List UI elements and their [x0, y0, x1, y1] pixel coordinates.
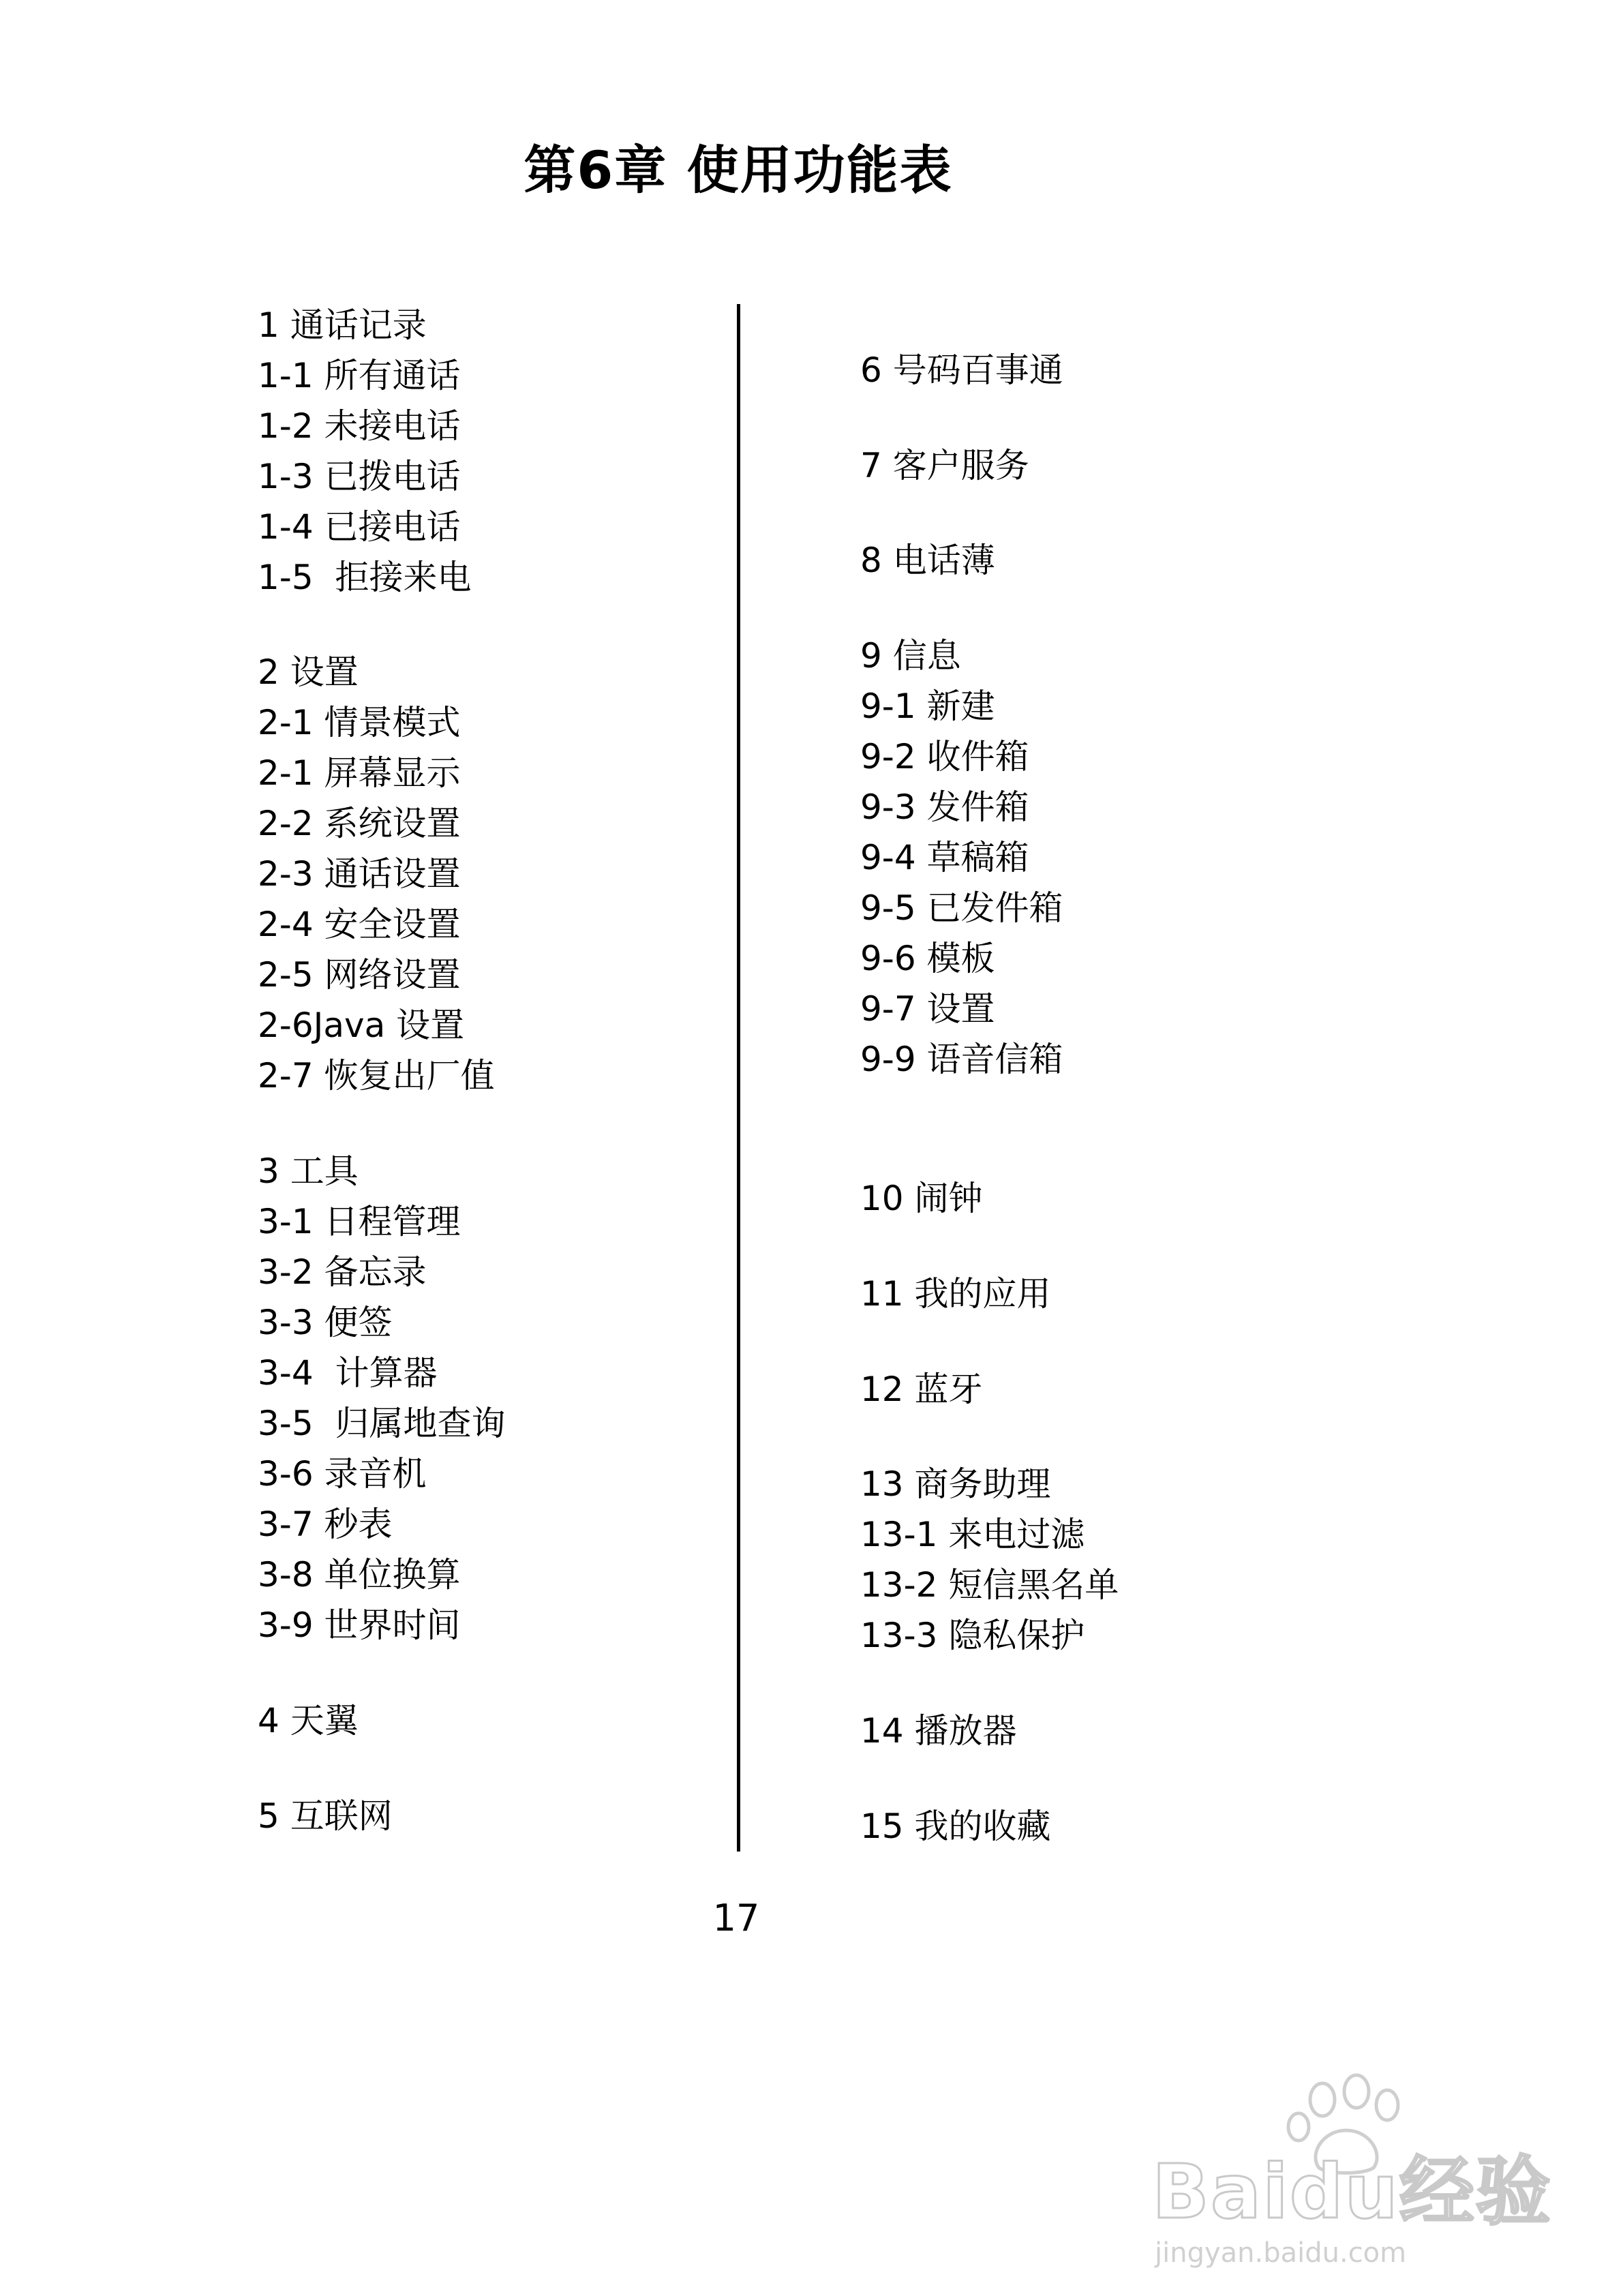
menu-item: 8 电话薄 [860, 541, 995, 580]
menu-item: 13-2 短信黑名单 [860, 1565, 1119, 1605]
menu-item: 1-2 未接电话 [258, 406, 461, 446]
menu-item: 3-7 秒表 [258, 1505, 393, 1544]
menu-item: 9-2 收件箱 [860, 737, 1029, 776]
menu-item: 3-6 录音机 [258, 1454, 427, 1494]
menu-item: 9-3 发件箱 [860, 787, 1029, 827]
menu-item: 1-4 已接电话 [258, 507, 461, 547]
menu-item: 9-5 已发件箱 [860, 888, 1063, 928]
menu-item: 13-1 来电过滤 [860, 1515, 1085, 1554]
menu-item: 2 设置 [258, 652, 359, 692]
menu-item: 3-2 备忘录 [258, 1252, 427, 1292]
menu-item: 3-3 便签 [258, 1303, 393, 1342]
menu-item: 5 互联网 [258, 1796, 393, 1836]
page-number: 17 [712, 1897, 760, 1939]
menu-item: 2-5 网络设置 [258, 955, 461, 995]
menu-item: 9-9 语音信箱 [860, 1040, 1063, 1079]
menu-item: 2-7 恢复出厂值 [258, 1056, 495, 1096]
watermark-url: jingyan.baidu.com [1155, 2237, 1407, 2269]
menu-item: 9-1 新建 [860, 686, 995, 726]
menu-item: 2-2 系统设置 [258, 804, 461, 843]
menu-item: 1-1 所有通话 [258, 356, 461, 395]
watermark-logo: Baidu经验 [1152, 2148, 1552, 2235]
menu-item: 13-3 隐私保护 [860, 1616, 1085, 1655]
menu-item: 2-1 情景模式 [258, 703, 461, 742]
menu-item: 2-4 安全设置 [258, 905, 461, 944]
menu-item: 15 我的收藏 [860, 1807, 1051, 1846]
menu-item: 3 工具 [258, 1151, 359, 1191]
menu-item: 14 播放器 [860, 1711, 1017, 1751]
column-divider [737, 304, 740, 1852]
menu-item: 7 客户服务 [860, 446, 1029, 485]
menu-item: 2-6Java 设置 [258, 1006, 465, 1045]
menu-item: 11 我的应用 [860, 1274, 1051, 1314]
menu-item: 9-7 设置 [860, 989, 995, 1029]
menu-item: 1-3 已拨电话 [258, 457, 461, 496]
menu-item: 3-1 日程管理 [258, 1202, 461, 1241]
menu-item: 4 天翼 [258, 1701, 359, 1740]
menu-item: 9-4 草稿箱 [860, 838, 1029, 877]
baidu-jingyan-watermark [1152, 2052, 1561, 2270]
menu-item: 2-3 通话设置 [258, 854, 461, 894]
menu-item: 3-8 单位换算 [258, 1555, 461, 1595]
menu-item: 9 信息 [860, 636, 961, 676]
menu-item: 2-1 屏幕显示 [258, 753, 461, 793]
menu-item: 6 号码百事通 [860, 350, 1063, 390]
menu-item: 13 商务助理 [860, 1464, 1051, 1504]
chapter-title: 第6章 使用功能表 [524, 140, 953, 200]
menu-item: 12 蓝牙 [860, 1370, 983, 1409]
menu-item: 9-6 模板 [860, 939, 995, 978]
menu-item: 3-4 计算器 [258, 1353, 438, 1393]
menu-item: 3-9 世界时间 [258, 1605, 461, 1645]
menu-item: 3-5 归属地查询 [258, 1404, 506, 1443]
menu-item: 10 闹钟 [860, 1179, 983, 1218]
menu-item: 1-5 拒接来电 [258, 558, 472, 597]
menu-item: 1 通话记录 [258, 305, 427, 345]
